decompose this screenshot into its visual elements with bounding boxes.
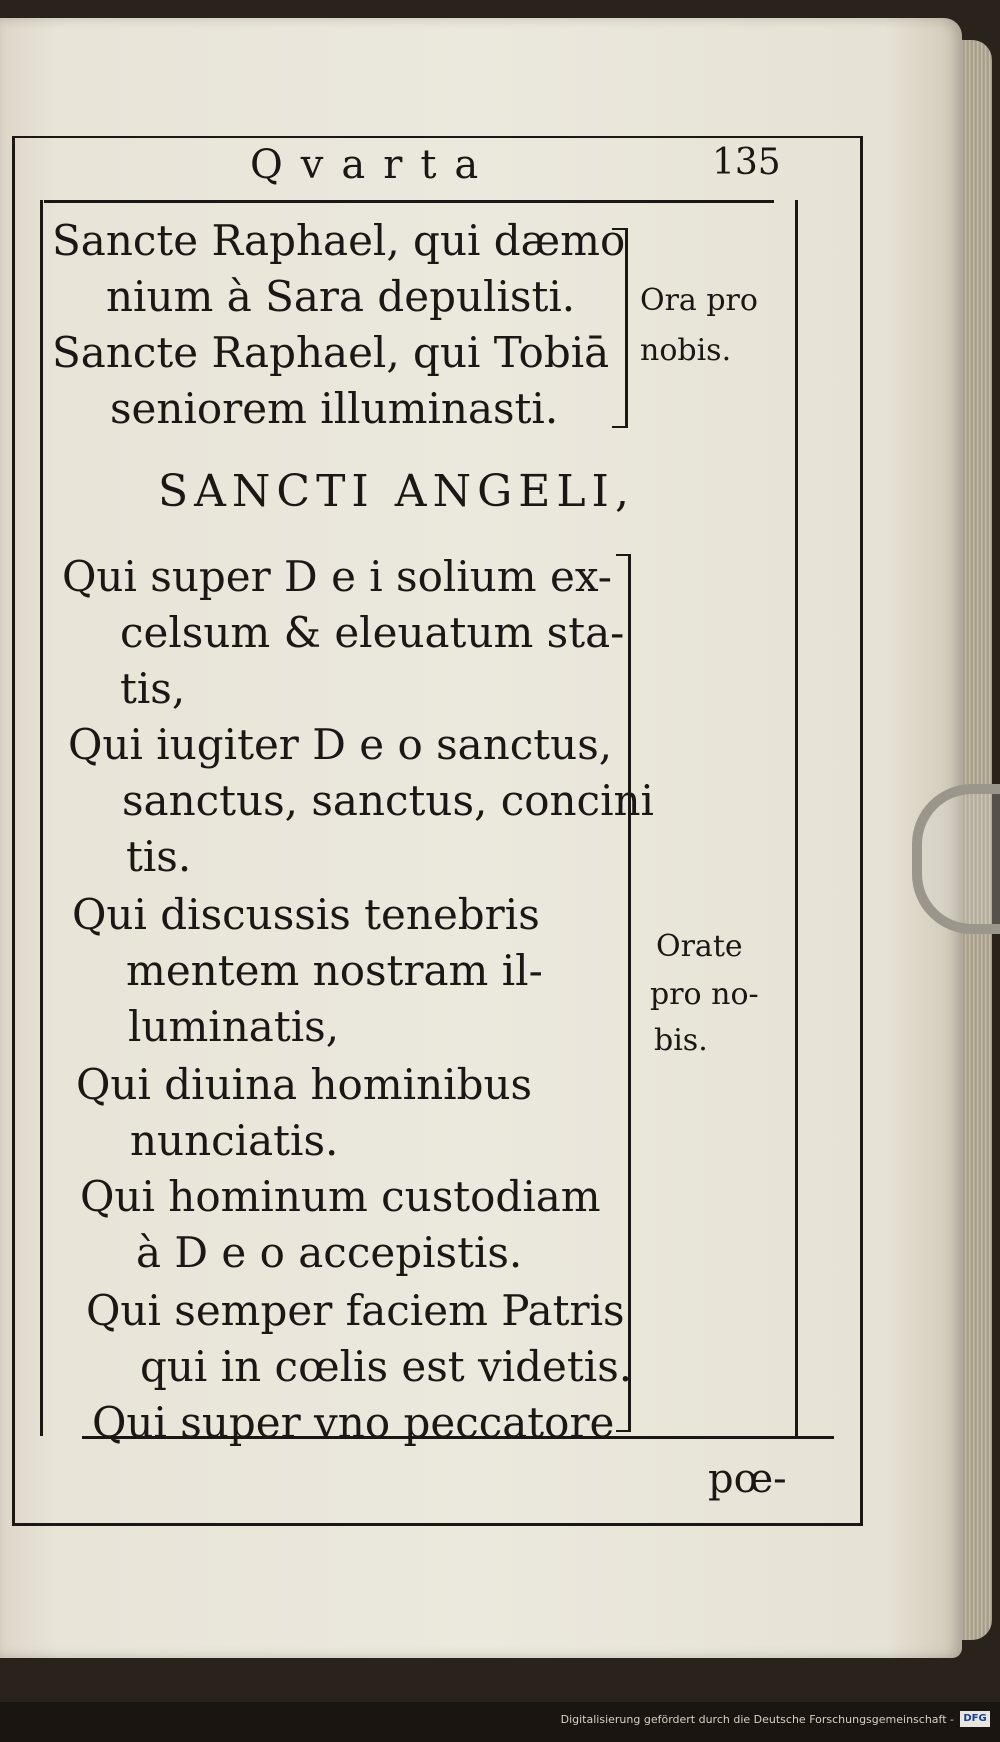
brace-tick [616,554,630,556]
brace-tick [612,426,626,428]
response-text: Ora pro [640,283,758,318]
response-text: nobis. [640,333,732,368]
litany-line: tis. [126,832,192,881]
litany-line: Qui super D e i solium ex- [62,552,612,601]
page-number: 135 [712,142,781,183]
litany-line: seniorem illuminasti. [110,384,559,433]
litany-line: nium à Sara depulisti. [106,272,576,321]
litany-line: Qui discussis tenebris [72,890,540,939]
section-heading: SANCTI ANGELI, [158,466,635,517]
litany-line: Sancte Raphael, qui Tobiā [52,328,610,377]
litany-line: celsum & eleuatum sta- [120,608,625,657]
litany-line: qui in cœlis est videtis. [140,1342,633,1391]
litany-line: sanctus, sanctus, concini [122,776,654,825]
brace-tick [616,1430,630,1432]
litany-line: Qui diuina hominibus [76,1060,533,1109]
running-title: Qvarta [250,142,497,188]
funding-credit: Digitalisierung gefördert durch die Deutsche Forschungsgemeinschaft - [560,1713,954,1726]
response-text: Orate [656,929,743,964]
page-clip [912,784,1000,934]
litany-line: tis, [120,664,186,713]
litany-line: Sancte Raphael, qui dæmo [52,216,626,265]
response-text: pro no- [650,977,759,1012]
litany-line: mentem nostram il- [126,946,543,995]
brace-bar [628,554,631,1432]
litany-line: nunciatis. [130,1116,339,1165]
brace-tick [612,228,626,230]
litany-line: à D e o accepistis. [136,1228,523,1277]
litany-line: luminatis, [128,1002,340,1051]
litany-line: Qui hominum custodiam [80,1172,601,1221]
litany-line: Qui semper faciem Patris [86,1286,625,1335]
dfg-logo: DFG [960,1711,990,1727]
brace-bar [625,228,628,428]
litany-line: Qui iugiter D e o sanctus, [68,720,613,769]
catchword: pœ- [708,1456,787,1502]
response-text: bis. [654,1023,708,1058]
litany-line: Qui super vno peccatore [92,1398,615,1447]
